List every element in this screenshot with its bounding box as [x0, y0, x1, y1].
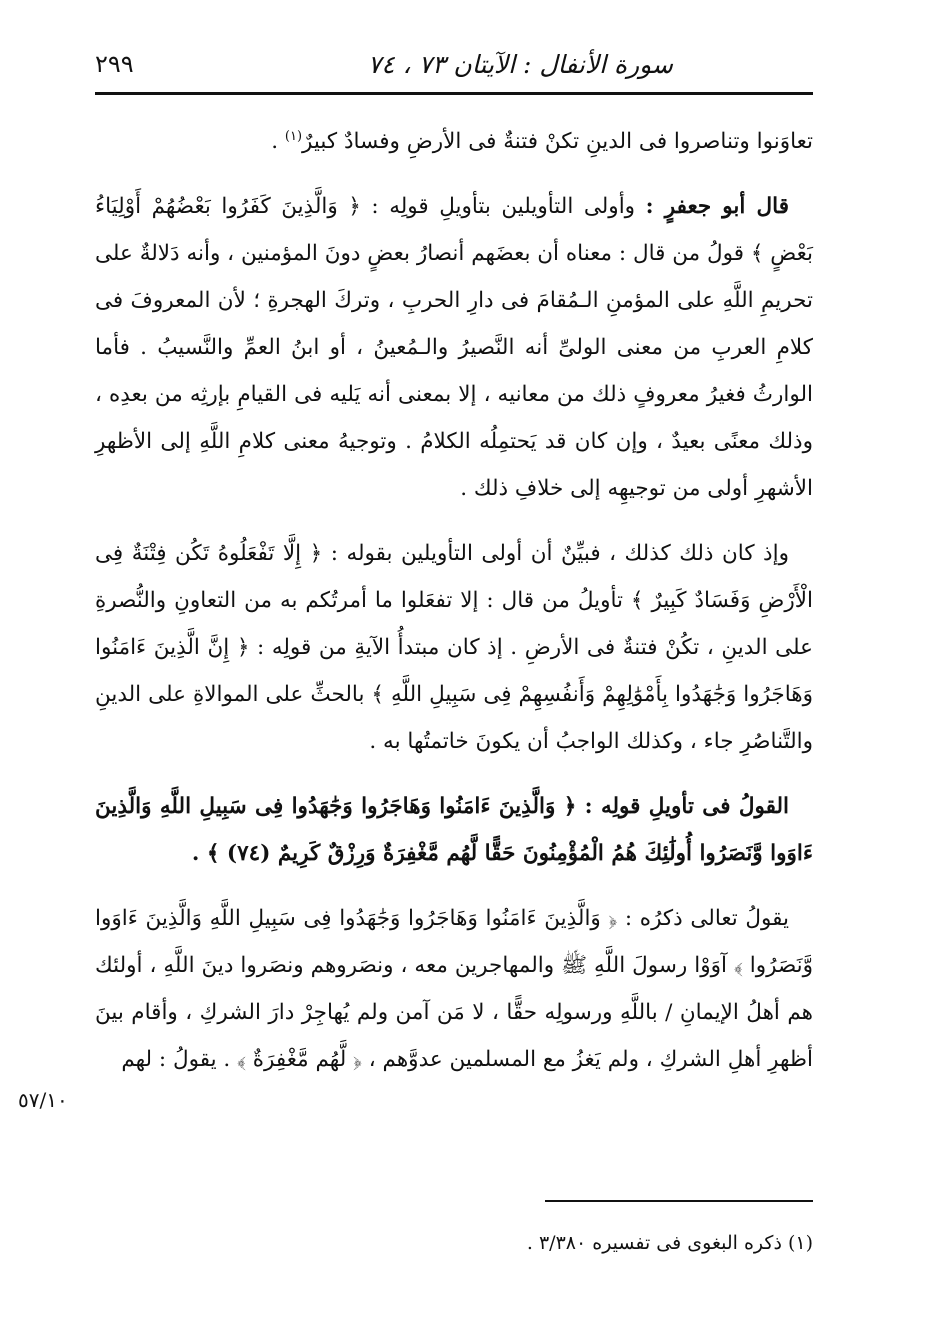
paragraph-5: [95, 895, 813, 1083]
running-header: [95, 42, 813, 95]
paragraph-tail: .: [271, 129, 285, 154]
paragraph-text: وإذ كان ذلك كذلك ، فبيِّنٌ أن أولى التأويلين بقوله : ﴿ إِلَّا تَفْعَلُوهُ تَكُن فِتْنَةٌ فِى الْأَرْضِ وَفَسَادٌ كَبِيرٌ ﴾ تأويلُ من قال : إلا تفعَلوا ما أمرتُكم به من التعاونِ والنُّصرةِ على الدينِ ، تكُنْ فتنةٌ فى الأرضِ . إذ كان مبتدأُ الآيةِ من قولِه : ﴿ إِنَّ الَّذِينَ ءَامَنُوا وَهَاجَرُوا وَجَٰهَدُوا بِأَمْوَٰلِهِمْ وَأَنفُسِهِمْ فِى سَبِيلِ اللَّهِ ﴾ بالحثِّ على الموالاةِ على الدينِ والتَّناصُرِ جاء ، وكذلك الواجبُ أن يكونَ خاتمتُها به .: [95, 541, 813, 754]
main-text: [95, 118, 813, 1101]
footnote-divider: [545, 1200, 813, 1202]
margin-reference: ٥٧/١٠: [18, 1088, 68, 1112]
paragraph-text: وأولى التأويلين بتأويلِ قولِه : ﴿ وَالَّذِينَ كَفَرُوا بَعْضُهُمْ أَوْلِيَاءُ بَعْضٍ ﴾ قولُ من قال : معناه أن بعضَهم أنصارُ بعضٍ دونَ المؤمنين ، وأنه دَلالةٌ على تحريمِ اللَّهِ على المؤمنِ الـمُقامَ فى دارِ الحربِ ، وتركَ الهجرةِ ؛ لأن المعروفَ فى كلامِ العربِ من معنى الولىِّ أنه النَّصيرُ والـمُعينُ ، أو ابنُ العمِّ والنَّسيبُ . فأما الوارثُ فغيرُ معروفٍ ذلك من معانيه ، إلا بمعنى أنه يَليه فى القيامِ بإرثِه من بعدِه ، وذلك معنًى بعيدٌ ، وإن كان قد يَحتمِلُه الكلامُ . وتوجيهُ معنى كلامِ اللَّهِ إلى الأظهرِ الأشهرِ أولى من توجيهِه إلى خلافِ ذلك .: [95, 194, 813, 501]
page-number: ٢٩٩: [95, 50, 134, 78]
paragraph-3: [95, 530, 813, 765]
paragraph-4: [95, 783, 813, 877]
paragraph-text: تعاوَنوا وتناصروا فى الدينِ تكنْ فتنةٌ فى الأرضِ وفسادٌ كبيرٌ: [302, 129, 813, 154]
running-title: سورة الأنفال : الآيتان ٧٣ ، ٧٤: [367, 50, 673, 79]
paragraph-text: يقولُ تعالى ذكرُه : ﴿ وَالَّذِينَ ءَامَنُوا وَهَاجَرُوا وَجَٰهَدُوا فِى سَبِيلِ اللَّهِ وَالَّذِينَ ءَاوَوا وَّنَصَرُوا ﴾ آوَوْا رسولَ اللَّهِ ﷺ والمهاجرين معه ، ونصَروهم ونصَروا دينَ اللَّهِ ، أولئك هم أهلُ الإيمانِ / باللَّهِ ورسولِه حقًّا ، لا مَن آمن ولم يُهاجِرْ دارَ الشركِ ، وأقام بينَ أظهرِ أهلِ الشركِ ، ولم يَغزُ مع المسلمين عدوَّهم ، ﴿ لَّهُم مَّغْفِرَةٌ ﴾ . يقولُ : لهم: [95, 906, 813, 1072]
footnote-reference[interactable]: (١): [284, 128, 303, 144]
paragraph-2: [95, 183, 813, 512]
paragraph-lead: القولُ فى تأويلِ قولِه :: [584, 794, 789, 819]
paragraph-1: [95, 118, 813, 165]
paragraph-lead: قال أبو جعفرٍ :: [645, 194, 790, 219]
paragraph-text: ﴿ وَالَّذِينَ ءَامَنُوا وَهَاجَرُوا وَجَٰهَدُوا فِى سَبِيلِ اللَّهِ وَالَّذِينَ ءَاوَوا وَّنَصَرُوا أُولَٰئِكَ هُمُ الْمُؤْمِنُونَ حَقًّا لَّهُم مَّغْفِرَةٌ وَرِزْقٌ كَرِيمٌ (٧٤) ﴾ .: [95, 794, 813, 866]
footnote: (١) ذكره البغوى فى تفسيره ٣/٣٨٠ .: [526, 1232, 813, 1254]
